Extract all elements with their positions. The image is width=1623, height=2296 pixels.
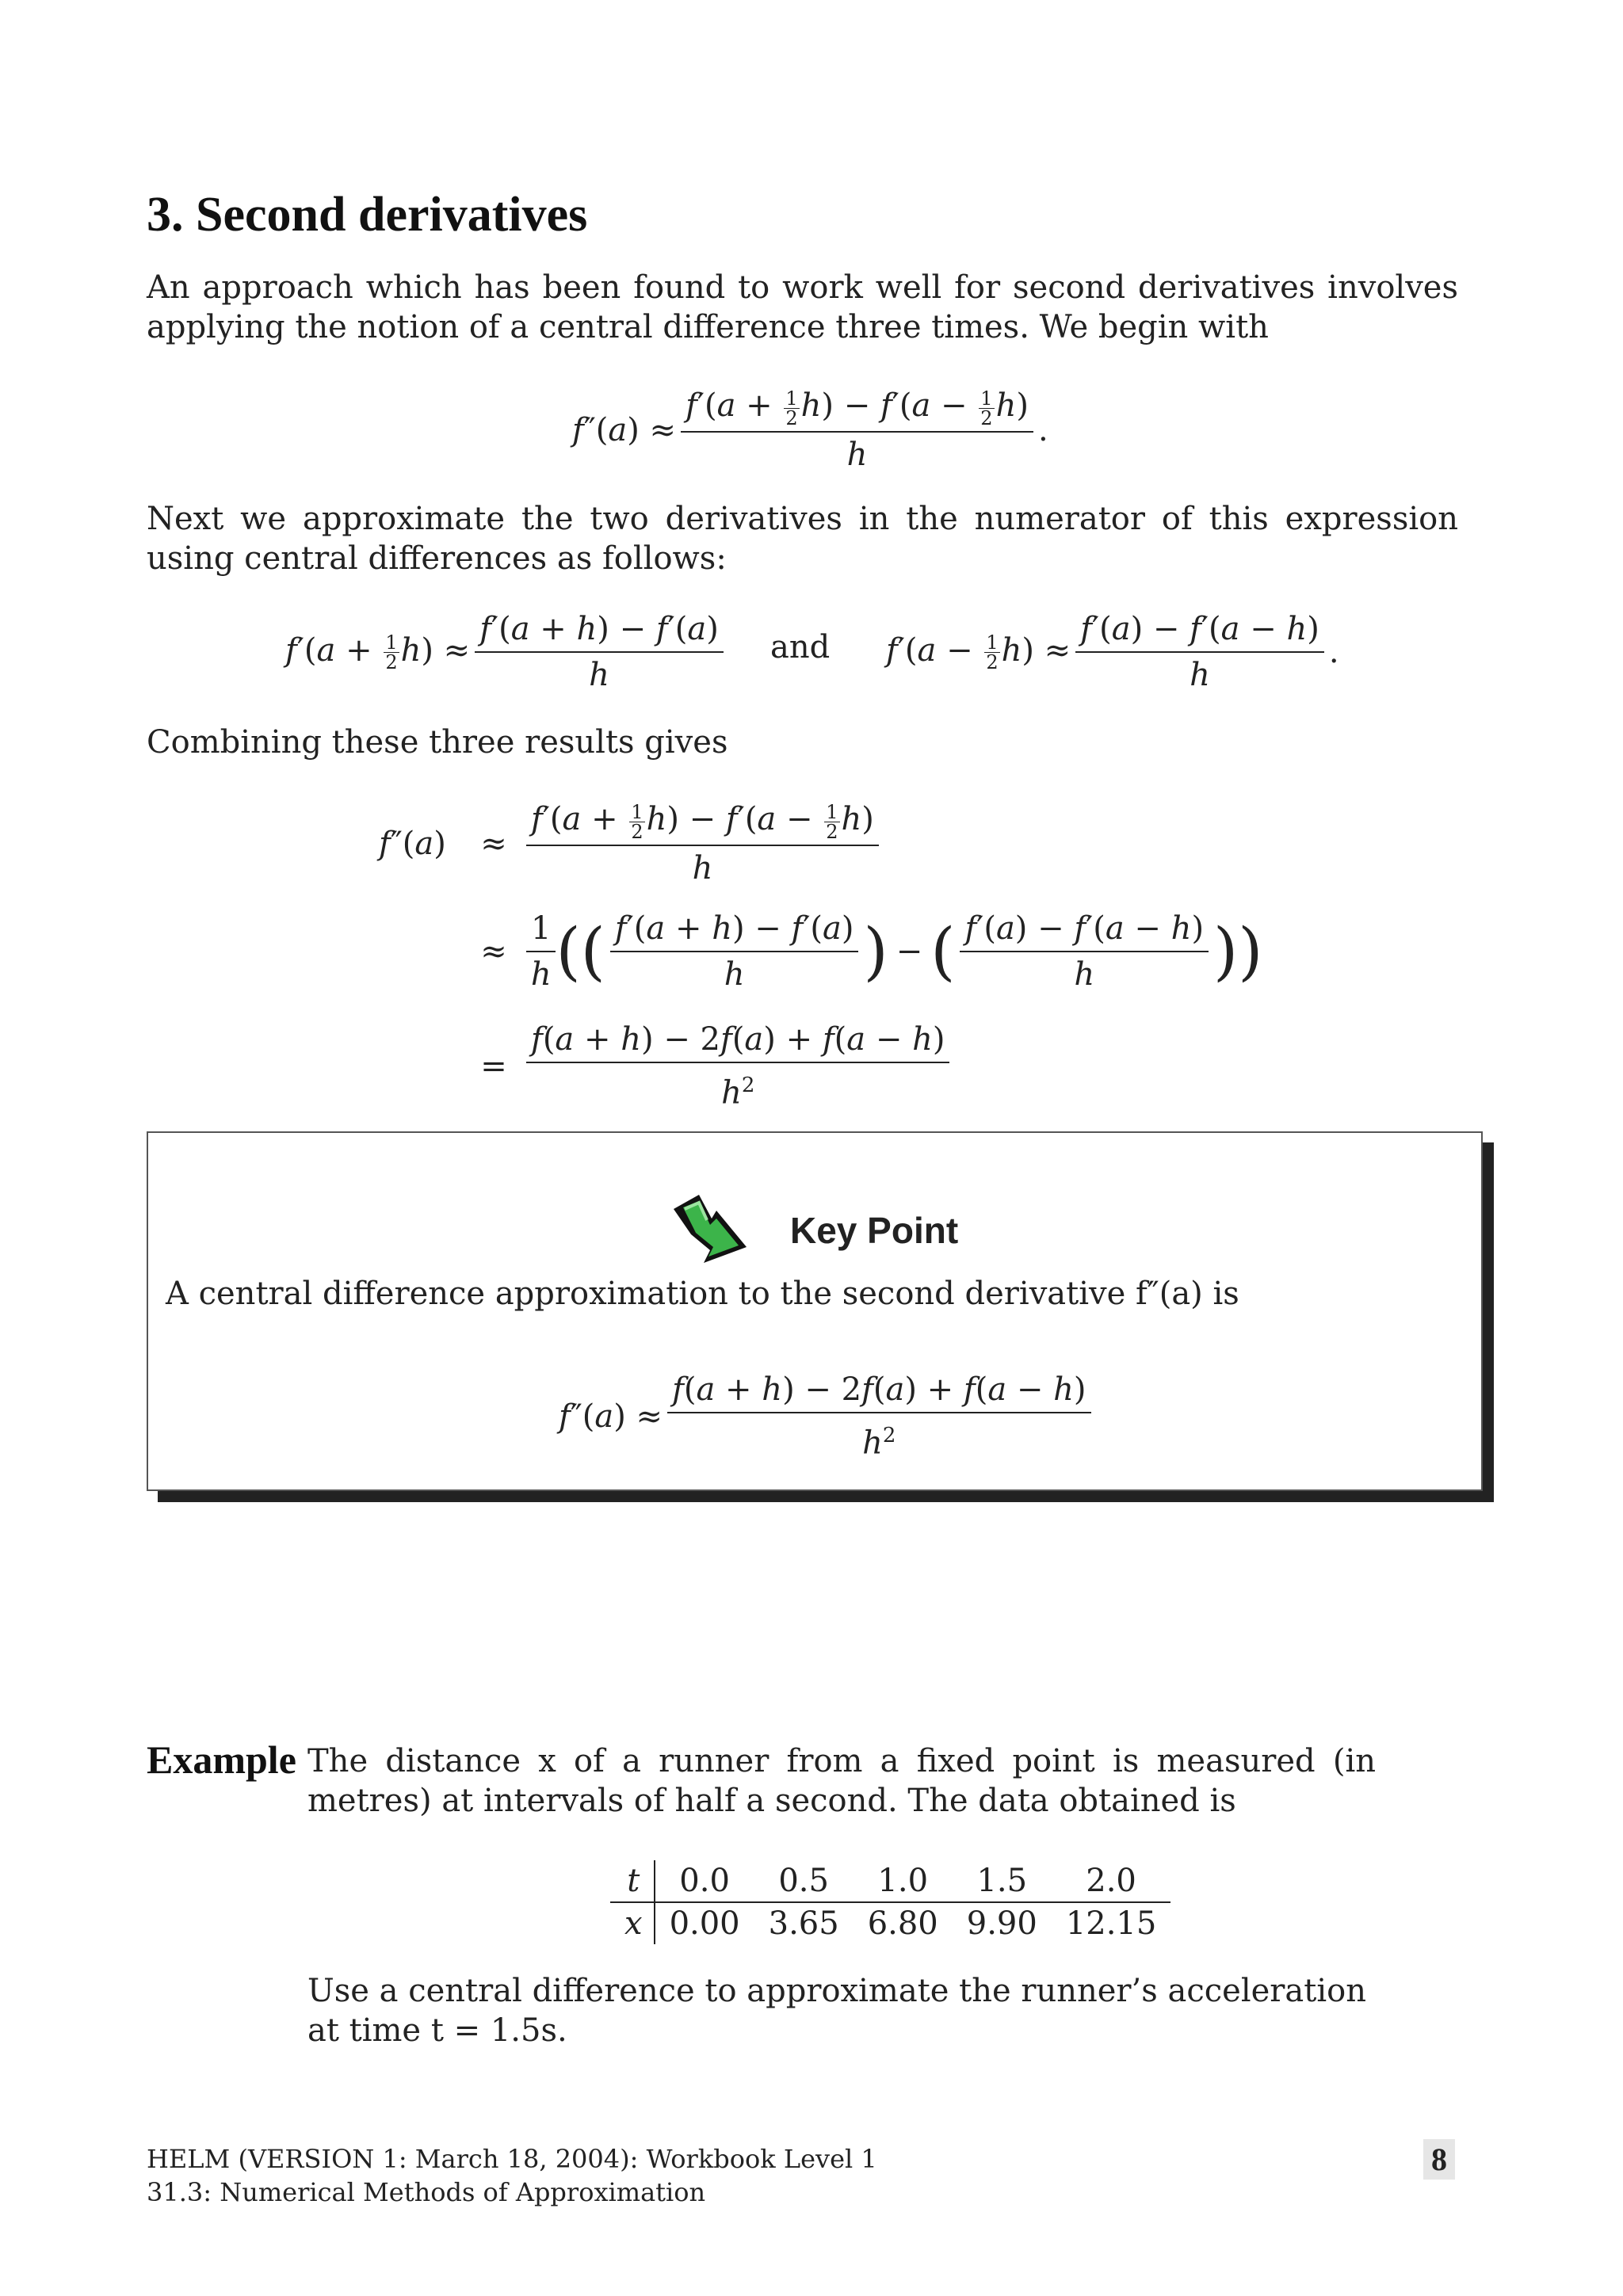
- green-arrow-icon: [667, 1187, 754, 1277]
- section-heading: 3. Second derivatives: [147, 188, 588, 242]
- combining-paragraph: Combining these three results gives: [147, 724, 728, 761]
- t-value: 0.0: [655, 1860, 754, 1902]
- equation-plus-half: f′(a + $\frac{1}{2}$ h) ≈ $\frac{f'(a + h) - f'(a)}{h}$: [285, 610, 728, 694]
- x-value: 3.65: [768, 1905, 839, 1942]
- t-label: t: [610, 1860, 655, 1902]
- key-point-box: [147, 1131, 1483, 1491]
- footer-line-1: HELM (VERSION 1: March 18, 2004): Workbook Level 1: [147, 2144, 877, 2174]
- x-value: 6.80: [867, 1905, 938, 1942]
- table-row-t: [610, 1860, 1170, 1902]
- t-value: 1.0: [854, 1860, 953, 1902]
- next-paragraph: Next we approximate the two derivatives in the numerator of this expression using central differences as follows:: [147, 501, 1458, 577]
- x-label: x: [610, 1902, 655, 1944]
- derivation-line-2: ≈ $\frac{1}{h}$ (( $\frac{f'(a + h) - f'(a)}{h}$ ) − ( $\frac{f'(a) - f'(a - h)}{h}$ )): [480, 910, 1263, 993]
- page-number: 8: [1423, 2139, 1455, 2180]
- intro-paragraph: An approach which has been found to work well for second derivatives involves applying the notion of a central difference three times. We begin with: [147, 269, 1458, 345]
- x-value: 0.00: [669, 1905, 740, 1942]
- example-question: Use a central difference to approximate the runner’s acceleration at time t = 1.5s.: [307, 1973, 1366, 2049]
- equation-minus-half: f′(a − $\frac{1}{2}$ h) ≈ $\frac{f'(a) - f'(a - h)}{h}$ .: [886, 611, 1339, 693]
- example-text: The distance x of a runner from a fixed point is measured (in metres) at intervals of half a second. The data obtained is: [307, 1743, 1376, 1819]
- x-value: 9.90: [966, 1905, 1037, 1942]
- footer-line-2: 31.3: Numerical Methods of Approximation: [147, 2177, 706, 2207]
- equation-start: f″(a) ≈ f′(a + $\frac{1}{2}$ h) − f′(a − $\frac{1}{2}$ h) h .: [572, 387, 1048, 473]
- t-value: 2.0: [1052, 1860, 1171, 1902]
- t-value: 1.5: [953, 1860, 1052, 1902]
- data-table: [610, 1860, 1170, 1944]
- key-point-text: A central difference approximation to the second derivative f″(a) is: [166, 1276, 1239, 1312]
- derivation-line-1: f″(a) ≈ f′(a + $\frac{1}{2}$ h) − f′(a − $\frac{1}{2}$ h) h: [379, 800, 884, 887]
- t-value: 0.5: [754, 1860, 854, 1902]
- key-point-formula: f″(a) ≈ $\frac{f(a + h) - 2f(a) + f(a - h)}{h^2}$: [559, 1371, 1096, 1462]
- key-point-title: Key Point: [790, 1210, 959, 1251]
- and-word: and: [770, 629, 831, 666]
- example-label: Example: [147, 1737, 296, 1782]
- table-row-x: [610, 1902, 1170, 1944]
- x-value: 12.15: [1065, 1905, 1157, 1942]
- derivation-line-3: = $\frac{f(a + h) - 2f(a) + f(a - h)}{h^2}$: [466, 1020, 954, 1112]
